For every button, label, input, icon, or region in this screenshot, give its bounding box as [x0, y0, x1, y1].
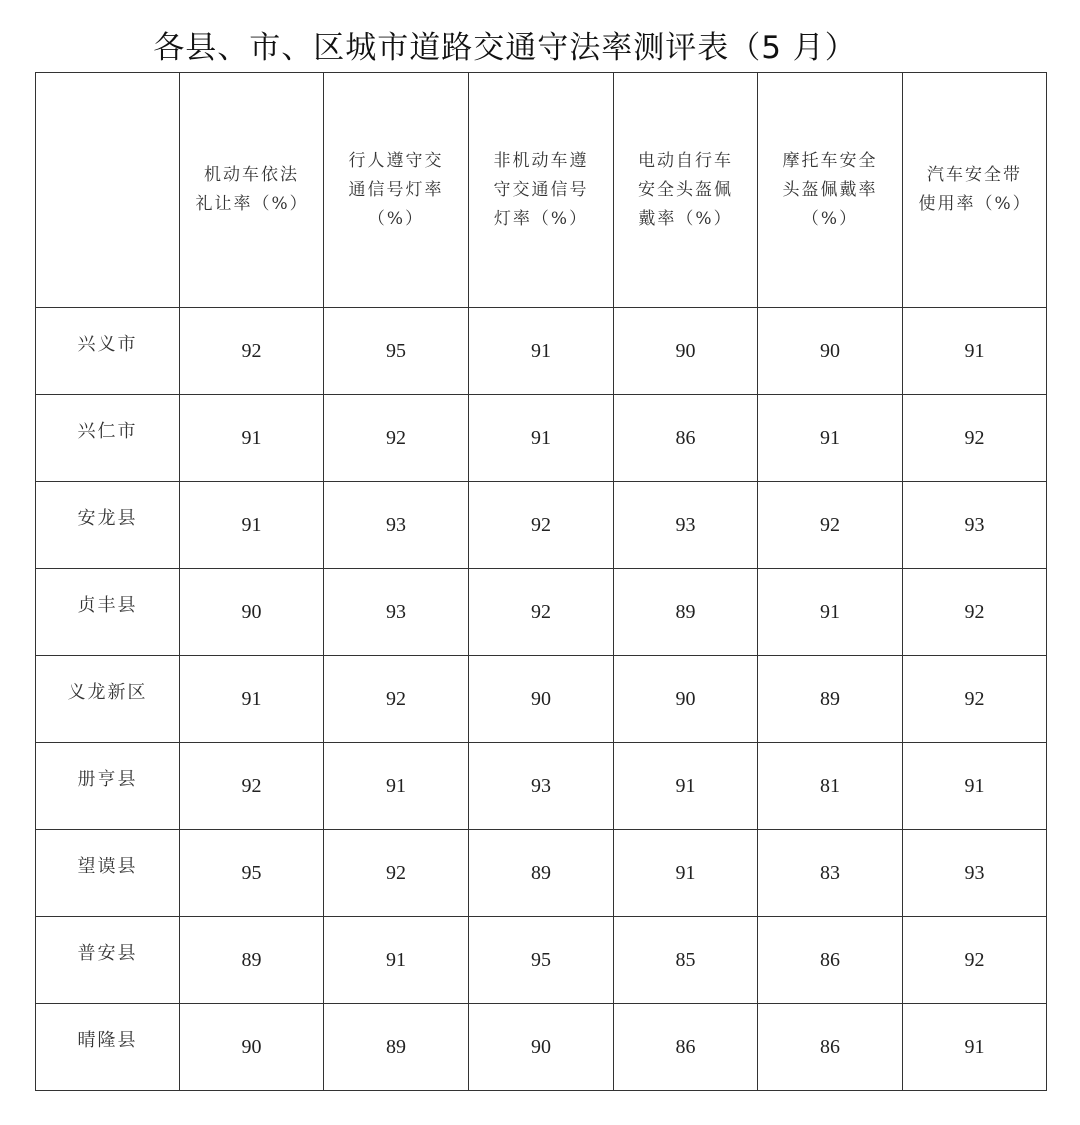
region-name: 义龙新区 [67, 682, 148, 703]
value-cell-nonmotor-signal: 92 [469, 569, 614, 656]
value-cell-motorcycle-helmet: 90 [758, 308, 903, 395]
region-cell [36, 1004, 180, 1091]
region-cell [36, 830, 180, 917]
value-cell-seatbelt: 93 [903, 830, 1047, 917]
value-cell-seatbelt: 92 [903, 569, 1047, 656]
value-cell-motor-yield: 92 [180, 743, 324, 830]
value-cell-motorcycle-helmet: 83 [758, 830, 903, 917]
value-cell-pedestrian-signal: 93 [324, 569, 469, 656]
value-cell-pedestrian-signal: 92 [324, 830, 469, 917]
region-name: 兴仁市 [77, 421, 138, 442]
value-cell-pedestrian-signal: 93 [324, 482, 469, 569]
table-body [36, 308, 1047, 1091]
value-cell-nonmotor-signal: 89 [469, 830, 614, 917]
value-cell-motorcycle-helmet: 86 [758, 917, 903, 1004]
table-row [36, 830, 1047, 917]
region-name: 册亨县 [77, 769, 138, 790]
value-cell-ebike-helmet: 86 [614, 1004, 758, 1091]
value-cell-motor-yield: 91 [180, 482, 324, 569]
value-cell-ebike-helmet: 91 [614, 830, 758, 917]
value-cell-motor-yield: 90 [180, 1004, 324, 1091]
value-cell-nonmotor-signal: 93 [469, 743, 614, 830]
value-cell-motorcycle-helmet: 91 [758, 395, 903, 482]
region-cell [36, 569, 180, 656]
value-cell-motor-yield: 91 [180, 395, 324, 482]
value-cell-motor-yield: 91 [180, 656, 324, 743]
table-row [36, 482, 1047, 569]
value-cell-pedestrian-signal: 91 [324, 917, 469, 1004]
region-name: 贞丰县 [77, 595, 138, 616]
value-cell-nonmotor-signal: 90 [469, 1004, 614, 1091]
value-cell-nonmotor-signal: 95 [469, 917, 614, 1004]
region-cell [36, 656, 180, 743]
table-row [36, 743, 1047, 830]
value-cell-nonmotor-signal: 90 [469, 656, 614, 743]
value-cell-nonmotor-signal: 91 [469, 395, 614, 482]
value-cell-motor-yield: 90 [180, 569, 324, 656]
header-cell-seatbelt: 汽车安全带使用率（%） [903, 73, 1047, 308]
value-cell-motorcycle-helmet: 91 [758, 569, 903, 656]
value-cell-ebike-helmet: 89 [614, 569, 758, 656]
page-title: 各县、市、区城市道路交通守法率测评表（5 月） [153, 30, 857, 66]
value-cell-motor-yield: 89 [180, 917, 324, 1004]
header-cell-motorcycle-helmet: 摩托车安全头盔佩戴率（%） [758, 73, 903, 308]
region-cell [36, 482, 180, 569]
value-cell-nonmotor-signal: 92 [469, 482, 614, 569]
value-cell-nonmotor-signal: 91 [469, 308, 614, 395]
region-name: 普安县 [77, 943, 138, 964]
region-cell [36, 743, 180, 830]
table-row [36, 1004, 1047, 1091]
value-cell-seatbelt: 93 [903, 482, 1047, 569]
header-cell-motor-yield: 机动车依法礼让率（%） [180, 73, 324, 308]
header-row [36, 73, 1047, 308]
value-cell-motor-yield: 95 [180, 830, 324, 917]
value-cell-ebike-helmet: 86 [614, 395, 758, 482]
region-name: 望谟县 [77, 856, 138, 877]
value-cell-seatbelt: 91 [903, 308, 1047, 395]
value-cell-ebike-helmet: 91 [614, 743, 758, 830]
compliance-table [35, 72, 1047, 1091]
value-cell-seatbelt: 92 [903, 395, 1047, 482]
header-cell-nonmotor-signal: 非机动车遵守交通信号灯率（%） [469, 73, 614, 308]
region-name: 晴隆县 [77, 1030, 138, 1051]
table-row [36, 395, 1047, 482]
corner-cell [36, 73, 180, 308]
value-cell-motorcycle-helmet: 86 [758, 1004, 903, 1091]
value-cell-ebike-helmet: 85 [614, 917, 758, 1004]
value-cell-pedestrian-signal: 92 [324, 395, 469, 482]
value-cell-motor-yield: 92 [180, 308, 324, 395]
value-cell-seatbelt: 92 [903, 656, 1047, 743]
value-cell-ebike-helmet: 90 [614, 308, 758, 395]
value-cell-pedestrian-signal: 92 [324, 656, 469, 743]
value-cell-pedestrian-signal: 91 [324, 743, 469, 830]
value-cell-seatbelt: 91 [903, 1004, 1047, 1091]
header-cell-pedestrian-signal: 行人遵守交通信号灯率（%） [324, 73, 469, 308]
value-cell-ebike-helmet: 93 [614, 482, 758, 569]
table-row [36, 308, 1047, 395]
header-cell-ebike-helmet: 电动自行车安全头盔佩戴率（%） [614, 73, 758, 308]
region-cell [36, 395, 180, 482]
value-cell-pedestrian-signal: 95 [324, 308, 469, 395]
table-row [36, 569, 1047, 656]
region-cell [36, 917, 180, 1004]
table-row [36, 656, 1047, 743]
region-cell [36, 308, 180, 395]
value-cell-ebike-helmet: 90 [614, 656, 758, 743]
region-name: 兴义市 [77, 334, 138, 355]
value-cell-motorcycle-helmet: 81 [758, 743, 903, 830]
region-name: 安龙县 [77, 508, 138, 529]
value-cell-motorcycle-helmet: 89 [758, 656, 903, 743]
value-cell-motorcycle-helmet: 92 [758, 482, 903, 569]
table-row [36, 917, 1047, 1004]
value-cell-seatbelt: 91 [903, 743, 1047, 830]
value-cell-seatbelt: 92 [903, 917, 1047, 1004]
value-cell-pedestrian-signal: 89 [324, 1004, 469, 1091]
